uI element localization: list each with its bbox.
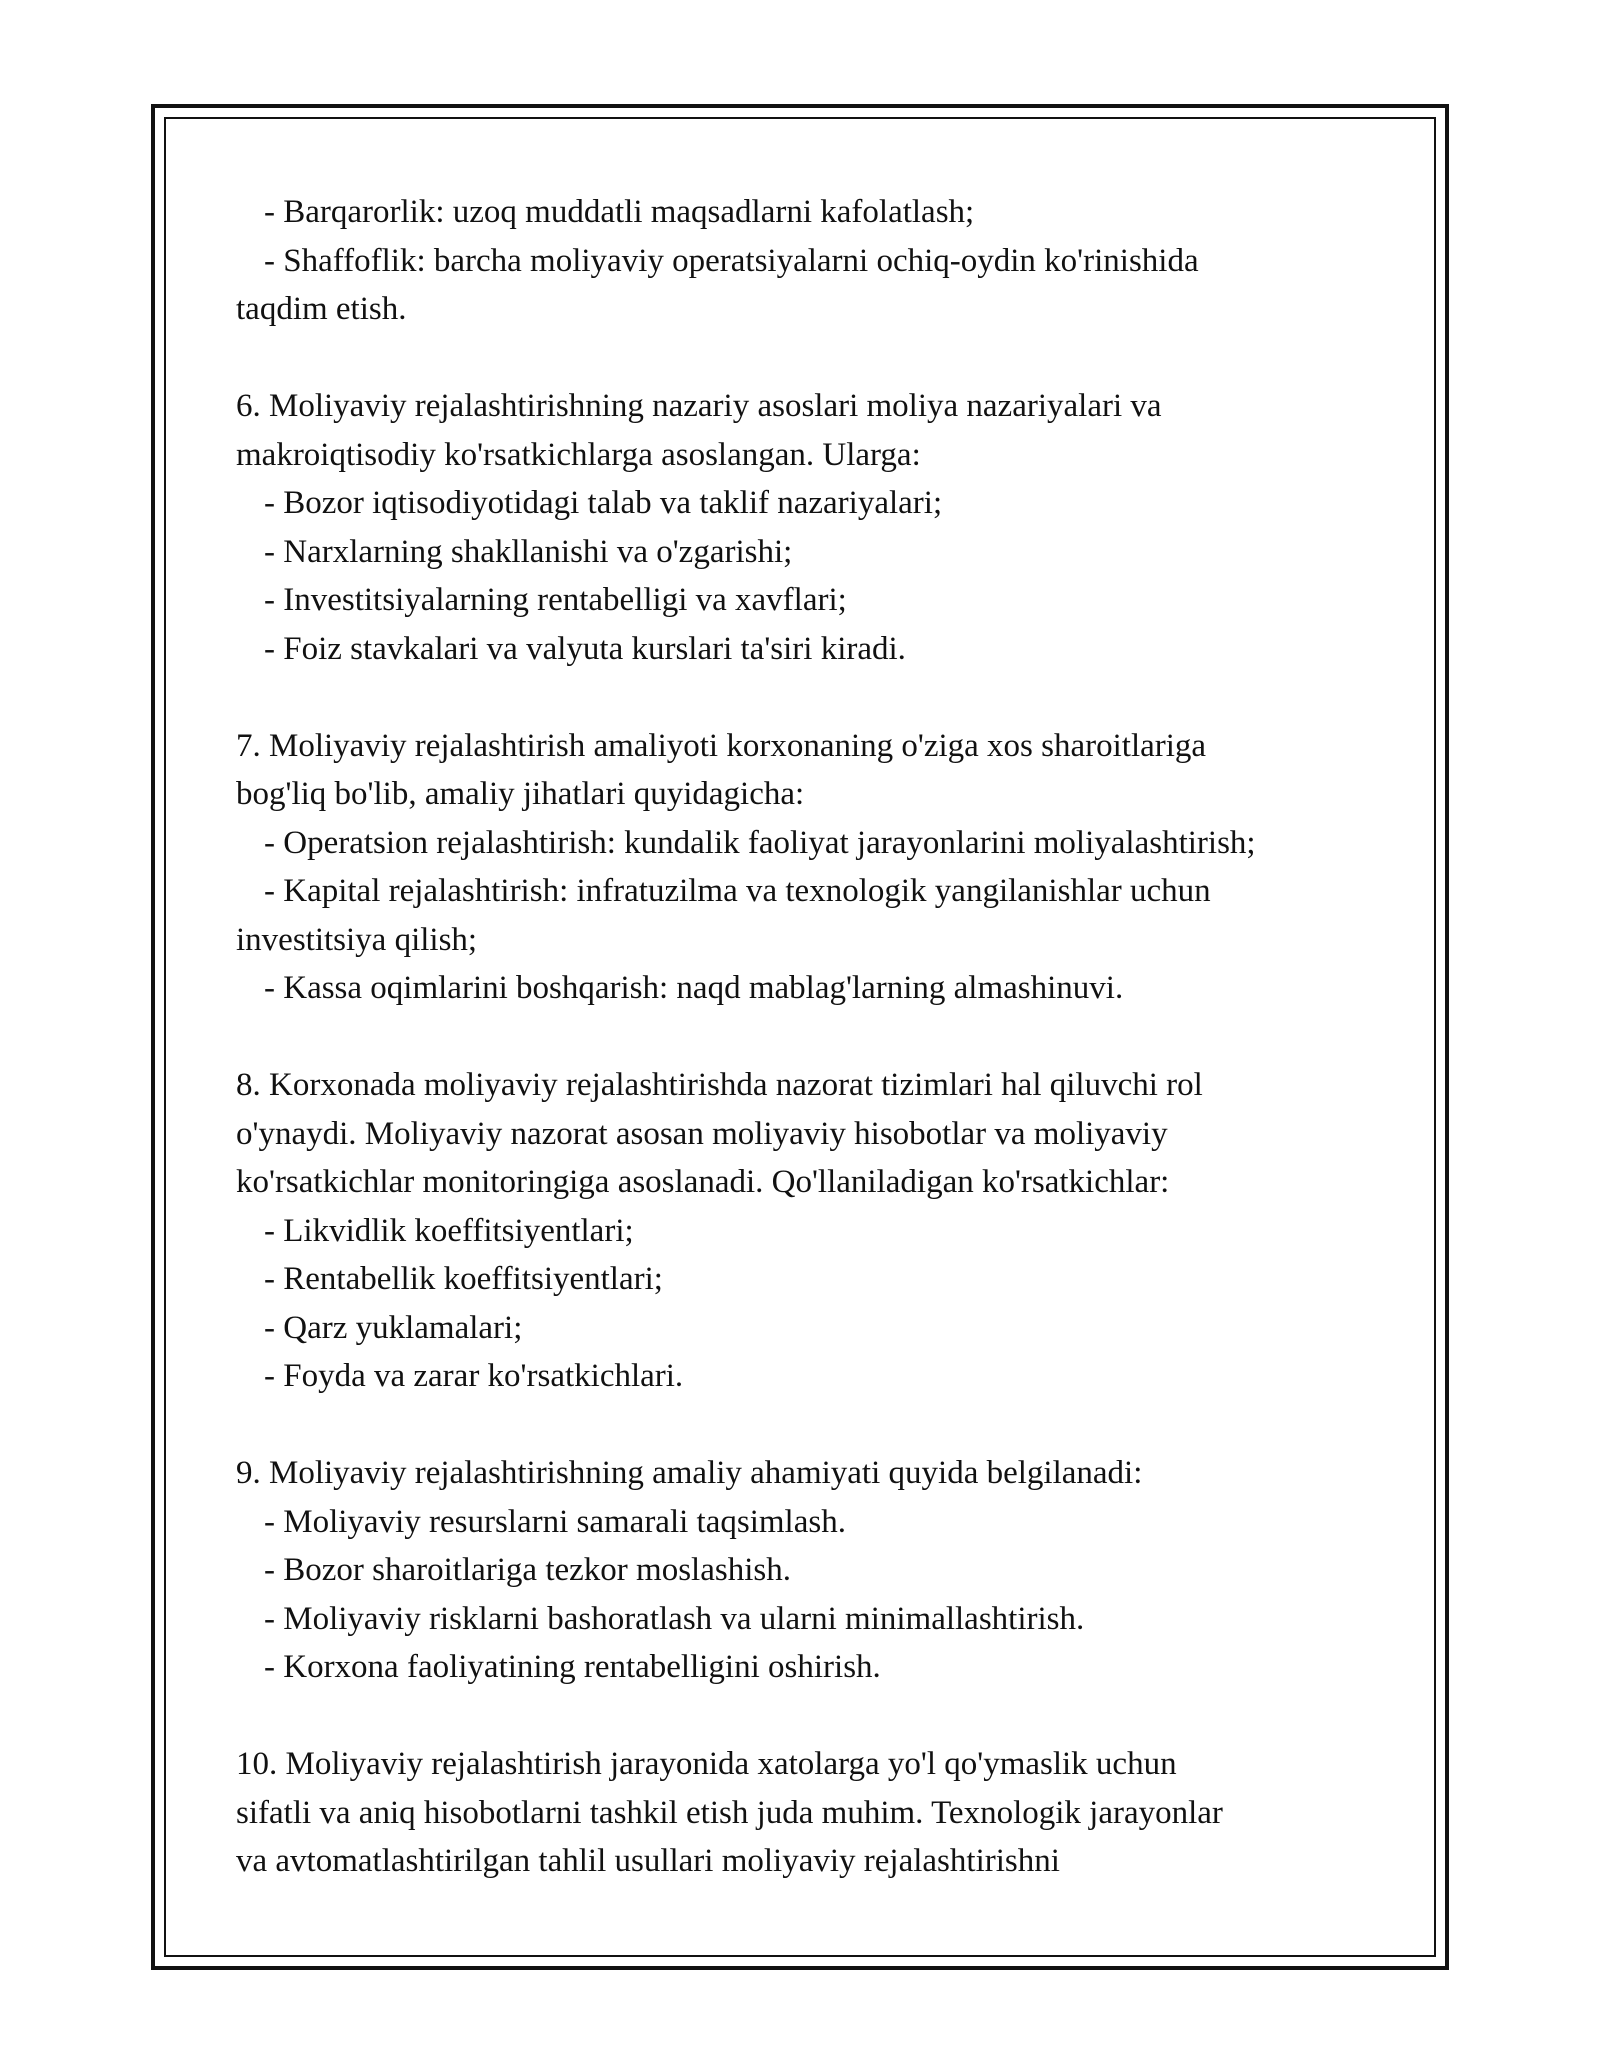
text-line: taqdim etish.	[236, 291, 407, 327]
list-item-line: - Rentabellik koeffitsiyentlari;	[264, 1261, 663, 1297]
paragraph	[236, 1740, 1386, 1886]
paragraph	[236, 1449, 1386, 1692]
text-line: 10. Moliyaviy rejalashtirish jarayonida xatolarga yo'l qo'ymaslik uchun	[236, 1746, 1177, 1782]
paragraph	[236, 1061, 1386, 1401]
list-item-line: - Shaffoflik: barcha moliyaviy operatsiyalarni ochiq-oydin ko'rinishida	[264, 242, 1199, 279]
list-item-line: - Qarz yuklamalari;	[264, 1309, 523, 1346]
list-item-line: - Foiz stavkalari va valyuta kurslari ta'siri kiradi.	[264, 630, 906, 667]
text-line: 8. Korxonada moliyaviy rejalashtirishda nazorat tizimlari hal qiluvchi rol	[236, 1067, 1203, 1103]
list-item-line: - Narxlarning shakllanishi va o'zgarishi;	[264, 533, 793, 570]
list-item-line: - Foyda va zarar ko'rsatkichlari.	[264, 1358, 684, 1394]
text-line: ko'rsatkichlar monitoringiga asoslanadi. Qo'llaniladigan ko'rsatkichlar:	[236, 1164, 1170, 1200]
text-line: sifatli va aniq hisobotlarni tashkil etish juda muhim. Texnologik jarayonlar	[236, 1794, 1223, 1831]
paragraph	[236, 722, 1386, 1013]
paragraph	[236, 188, 1386, 334]
text-line: investitsiya qilish;	[236, 921, 478, 958]
text-line: 9. Moliyaviy rejalashtirishning amaliy ahamiyati quyida belgilanadi:	[236, 1455, 1143, 1491]
text-line: bog'liq bo'lib, amaliy jihatlari quyidagicha:	[236, 776, 805, 812]
text-line: 6. Moliyaviy rejalashtirishning nazariy asoslari moliya nazariyalari va	[236, 388, 1162, 424]
text-line: 7. Moliyaviy rejalashtirish amaliyoti korxonaning o'ziga xos sharoitlariga	[236, 727, 1207, 764]
list-item-line: - Kassa oqimlarini boshqarish: naqd mablag'larning almashinuvi.	[264, 970, 1124, 1006]
list-item-line: - Moliyaviy resurslarni samarali taqsimlash.	[264, 1503, 846, 1540]
text-line: makroiqtisodiy ko'rsatkichlarga asoslangan. Ularga:	[236, 436, 921, 473]
list-item-line: - Korxona faoliyatining rentabelligini oshirish.	[264, 1649, 881, 1685]
list-item-line: - Kapital rejalashtirish: infratuzilma va texnologik yangilanishlar uchun	[264, 873, 1211, 909]
text-line: va avtomatlashtirilgan tahlil usullari moliyaviy rejalashtirishni	[236, 1843, 1060, 1879]
list-item-line: - Bozor iqtisodiyotidagi talab va taklif nazariyalari;	[264, 485, 943, 521]
paragraph	[236, 382, 1386, 673]
list-item-line: - Moliyaviy risklarni bashoratlash va ularni minimallashtirish.	[264, 1600, 1085, 1637]
list-item-line: - Bozor sharoitlariga tezkor moslashish.	[264, 1552, 791, 1588]
list-item-line: - Investitsiyalarning rentabelligi va xavflari;	[264, 582, 847, 618]
list-item-line: - Barqarorlik: uzoq muddatli maqsadlarni kafolatlash;	[264, 194, 975, 230]
list-item-line: - Operatsion rejalashtirish: kundalik faoliyat jarayonlarini moliyalashtirish;	[264, 824, 1256, 861]
document-body	[236, 188, 1386, 1934]
text-line: o'ynaydi. Moliyaviy nazorat asosan moliyaviy hisobotlar va moliyaviy	[236, 1115, 1168, 1152]
list-item-line: - Likvidlik koeffitsiyentlari;	[264, 1212, 634, 1249]
